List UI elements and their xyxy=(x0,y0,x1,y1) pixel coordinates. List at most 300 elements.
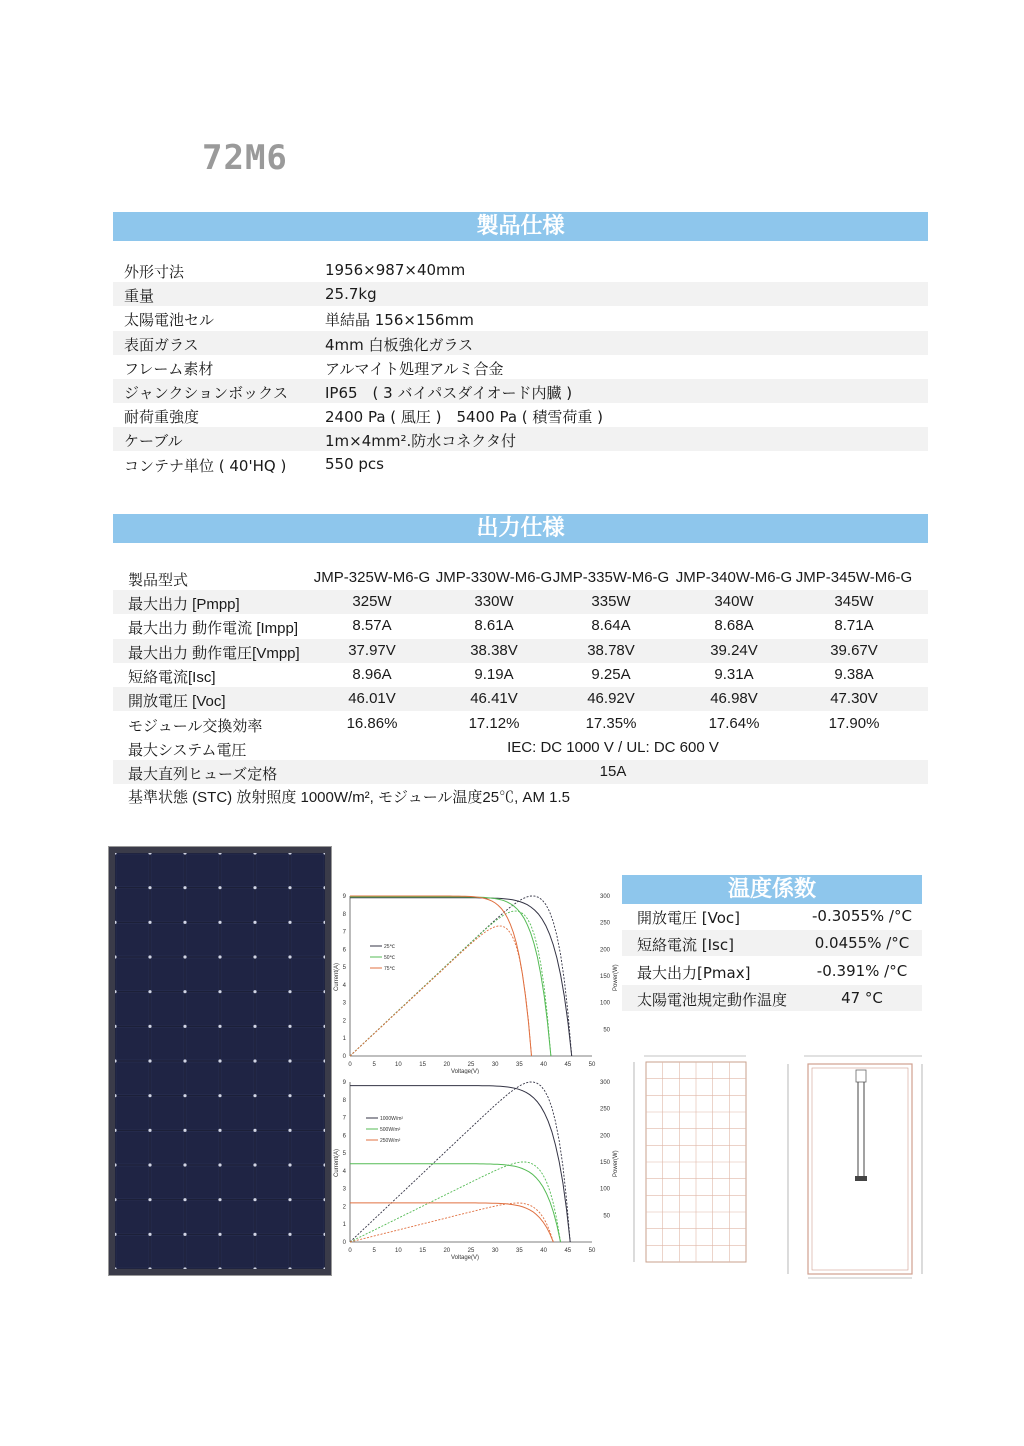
rear-dimension-drawing xyxy=(772,1048,942,1280)
output-value: 46.92V xyxy=(587,690,635,708)
panel-cell xyxy=(256,1062,289,1095)
panel-cell-dot xyxy=(218,955,221,958)
panel-cell-dot xyxy=(183,1094,186,1097)
panel-cell xyxy=(221,958,254,991)
spec-value: 1956×987×40mm xyxy=(325,261,466,279)
y-tick-label: 5 xyxy=(342,965,346,972)
panel-cell-dot xyxy=(253,1233,256,1236)
panel-cell-dot xyxy=(218,886,221,889)
panel-cell xyxy=(291,1027,324,1060)
panel-cell xyxy=(256,1097,289,1130)
temp-coeff-value: -0.3055% /°C xyxy=(812,907,912,925)
panel-cell-dot xyxy=(148,1233,151,1236)
front-dimension-drawing xyxy=(630,1050,760,1268)
output-value: 9.38A xyxy=(834,665,874,683)
y-tick-label: 6 xyxy=(342,1133,346,1140)
y-axis-label: Current(A) xyxy=(334,962,340,991)
panel-cell-dot xyxy=(183,955,186,958)
panel-cell xyxy=(256,854,289,887)
y-tick-label: 6 xyxy=(342,947,346,954)
output-value: 39.67V xyxy=(830,641,878,659)
iv-curve-temperature-chart xyxy=(330,886,620,1074)
panel-cell xyxy=(116,854,149,887)
output-value: 47.30V xyxy=(830,690,878,708)
power-curve xyxy=(350,1162,561,1242)
temp-coeff-row xyxy=(622,930,922,956)
spec-row xyxy=(113,331,928,355)
panel-cell xyxy=(221,993,254,1026)
x-tick-label: 0 xyxy=(348,1062,352,1068)
output-value: 8.61A xyxy=(474,617,514,635)
output-value: 38.78V xyxy=(587,641,635,659)
panel-cell xyxy=(291,854,324,887)
x-tick-label: 45 xyxy=(564,1062,572,1068)
y-tick-label: 0 xyxy=(342,1054,346,1060)
panel-cell xyxy=(221,1166,254,1199)
spec-value: 2400 Pa ( 風圧 ) 5400 Pa ( 積雪荷重 ) xyxy=(325,408,604,427)
output-row xyxy=(113,590,928,614)
spec-value: 4mm 白板強化ガラス xyxy=(325,335,474,354)
panel-cell xyxy=(256,1166,289,1199)
panel-cell-dot xyxy=(288,1059,291,1062)
temp-coeff-label: 最大出力[Pmax] xyxy=(637,963,751,982)
spec-label: ジャンクションボックス xyxy=(124,384,288,402)
panel-cell xyxy=(291,1131,324,1164)
solar-panel-image xyxy=(108,846,332,1276)
spec-row xyxy=(113,282,928,306)
panel-cell-dot xyxy=(183,1025,186,1028)
temp-coeff-value: -0.391% /°C xyxy=(816,961,908,980)
panel-cell-dot xyxy=(218,1025,221,1028)
panel-cell xyxy=(256,1027,289,1060)
y2-tick-label: 150 xyxy=(599,1160,610,1166)
output-value: 39.24V xyxy=(710,641,758,659)
panel-cell xyxy=(151,923,184,956)
panel-cell-dot xyxy=(253,1198,256,1201)
panel-cell xyxy=(116,889,149,922)
y2-tick-label: 150 xyxy=(599,974,610,980)
panel-cell-dot xyxy=(253,1094,256,1097)
model-number: 72M6 xyxy=(202,138,288,178)
panel-cell xyxy=(151,1027,184,1060)
fuse-rating-value: 15A xyxy=(599,763,627,780)
x-tick-label: 40 xyxy=(540,1248,547,1254)
panel-cell xyxy=(291,993,324,1026)
panel-cell-dot xyxy=(253,955,256,958)
power-curve xyxy=(350,1082,570,1242)
x-tick-label: 20 xyxy=(443,1248,451,1254)
spec-label: 太陽電池セル xyxy=(124,311,215,330)
x-tick-label: 50 xyxy=(588,1248,596,1254)
output-row xyxy=(113,663,928,687)
panel-cell xyxy=(256,1201,289,1234)
spec-label: 表面ガラス xyxy=(124,335,199,354)
output-value: 46.01V xyxy=(348,690,396,708)
panel-cell-dot xyxy=(148,1198,151,1201)
output-value: 8.64A xyxy=(591,617,631,635)
output-label: 最大出力 動作電流 [Impp] xyxy=(128,620,299,638)
x-tick-label: 10 xyxy=(395,1062,402,1068)
panel-cell-dot xyxy=(288,886,291,889)
panel-cell xyxy=(116,1027,149,1060)
y-tick-label: 4 xyxy=(342,982,346,989)
spec-value: IP65 ( 3 バイパスダイオード内臓 ) xyxy=(325,384,573,402)
fuse-rating-row xyxy=(113,760,928,784)
panel-cell xyxy=(291,1235,324,1268)
spec-value: 単結晶 156×156mm xyxy=(325,311,474,330)
panel-cell xyxy=(151,889,184,922)
panel-cell-dot xyxy=(288,1129,291,1132)
x-axis-label: Voltage(V) xyxy=(451,1255,480,1261)
spec-value: 550 pcs xyxy=(325,454,384,473)
output-value: 38.38V xyxy=(470,641,518,659)
panel-cell xyxy=(221,1097,254,1130)
panel-cell xyxy=(151,993,184,1026)
panel-cell-dot xyxy=(148,886,151,889)
y2-axis-label: Power(W) xyxy=(613,964,619,991)
panel-cell-dot xyxy=(253,921,256,924)
y-tick-label: 3 xyxy=(342,1000,346,1007)
legend-label: 1000W/m² xyxy=(380,1116,404,1122)
output-spec-header: 出力仕様 xyxy=(113,514,928,543)
output-value: 46.41V xyxy=(470,690,518,708)
output-row xyxy=(113,687,928,711)
panel-cell-dot xyxy=(148,1163,151,1166)
spec-label: 重量 xyxy=(124,287,155,306)
panel-cell xyxy=(186,1131,219,1164)
output-value: 17.64% xyxy=(708,714,760,732)
output-value: 345W xyxy=(834,593,874,610)
y-tick-label: 7 xyxy=(342,1115,346,1122)
spec-row xyxy=(113,452,928,476)
power-curve xyxy=(350,911,551,1056)
y-tick-label: 9 xyxy=(342,894,346,900)
x-axis-label: Voltage(V) xyxy=(451,1069,480,1074)
product-spec-header: 製品仕様 xyxy=(113,212,928,241)
panel-cell xyxy=(186,1097,219,1130)
y-tick-label: 2 xyxy=(342,1018,346,1025)
panel-cell xyxy=(151,1131,184,1164)
temp-coeff-label: 開放電圧 [Voc] xyxy=(637,909,740,927)
panel-cell xyxy=(221,1062,254,1095)
panel-cell xyxy=(116,993,149,1026)
output-value: 8.71A xyxy=(834,617,874,635)
output-value: 17.12% xyxy=(468,714,520,732)
panel-cell-dot xyxy=(218,1094,221,1097)
spec-row xyxy=(113,427,928,451)
panel-cell-dot xyxy=(183,886,186,889)
output-value: 9.31A xyxy=(714,665,754,683)
x-tick-label: 50 xyxy=(588,1062,596,1068)
legend-label: 50℃ xyxy=(384,955,396,961)
panel-cell xyxy=(116,1062,149,1095)
panel-cell-dot xyxy=(288,1233,291,1236)
model-name: JMP-325W-M6-G xyxy=(313,569,431,586)
output-label: 最大出力 [Pmpp] xyxy=(128,596,240,613)
y2-tick-label: 200 xyxy=(599,1133,610,1140)
spec-row xyxy=(113,355,928,379)
panel-cell-dot xyxy=(148,955,151,958)
x-tick-label: 30 xyxy=(491,1248,499,1254)
y-tick-label: 0 xyxy=(342,1240,346,1246)
x-tick-label: 15 xyxy=(419,1248,426,1254)
panel-cell-dot xyxy=(183,1163,186,1166)
panel-cell xyxy=(291,1201,324,1234)
panel-cell xyxy=(151,1235,184,1268)
model-name: JMP-345W-M6-G xyxy=(795,569,913,586)
y2-tick-label: 100 xyxy=(599,1000,610,1007)
y2-tick-label: 300 xyxy=(599,894,610,900)
panel-cell-dot xyxy=(183,921,186,924)
panel-cell xyxy=(116,958,149,991)
system-voltage-value: IEC: DC 1000 V / UL: DC 600 V xyxy=(507,739,719,756)
iv-curve xyxy=(350,1203,553,1242)
output-value: 37.97V xyxy=(348,641,396,659)
panel-cell-dot xyxy=(148,1059,151,1062)
panel-cell-dot xyxy=(218,921,221,924)
panel-cell xyxy=(186,1166,219,1199)
panel-cell xyxy=(291,1062,324,1095)
panel-cell xyxy=(221,1201,254,1234)
output-label: モジュール交換効率 xyxy=(128,717,263,735)
panel-cell xyxy=(151,1097,184,1130)
iv-curve-irradiance-chart xyxy=(330,1072,620,1264)
panel-cell-dot xyxy=(218,1233,221,1236)
output-label: 最大出力 動作電圧[Vmpp] xyxy=(128,644,300,662)
y-tick-label: 1 xyxy=(342,1036,346,1043)
x-tick-label: 25 xyxy=(467,1248,475,1254)
panel-cell-dot xyxy=(183,1233,186,1236)
panel-cell-dot xyxy=(218,990,221,993)
output-value: 17.35% xyxy=(585,714,637,732)
y-tick-label: 9 xyxy=(342,1080,346,1086)
panel-cell-dot xyxy=(148,990,151,993)
panel-cell xyxy=(186,958,219,991)
temp-coeff-value: 0.0455% /°C xyxy=(814,934,910,953)
panel-cell-dot xyxy=(253,1163,256,1166)
panel-cell-dot xyxy=(218,1198,221,1201)
model-name: JMP-340W-M6-G xyxy=(675,569,793,586)
panel-cell-dot xyxy=(148,921,151,924)
temp-coeff-value: 47 °C xyxy=(841,988,883,1007)
y2-tick-label: 250 xyxy=(599,1106,610,1113)
y-tick-label: 2 xyxy=(342,1204,346,1211)
model-name: JMP-335W-M6-G xyxy=(552,569,670,586)
power-curve xyxy=(350,896,572,1056)
panel-cell xyxy=(221,1235,254,1268)
temp-coeff-label: 太陽電池規定動作温度 xyxy=(637,990,788,1009)
output-spec-model-row xyxy=(113,566,928,590)
output-value: 8.57A xyxy=(352,617,392,635)
x-tick-label: 0 xyxy=(348,1248,352,1254)
temp-coeff-row xyxy=(622,958,922,984)
x-tick-label: 45 xyxy=(564,1248,572,1254)
x-tick-label: 10 xyxy=(395,1248,402,1254)
y2-tick-label: 250 xyxy=(599,920,610,927)
panel-cell-dot xyxy=(253,1129,256,1132)
panel-cell xyxy=(116,1097,149,1130)
temp-coeff-row xyxy=(622,903,922,929)
output-value: 335W xyxy=(591,593,631,610)
panel-cell-dot xyxy=(218,1059,221,1062)
legend-label: 25℃ xyxy=(384,944,396,950)
system-voltage-label: 最大システム電圧 xyxy=(128,742,247,759)
y-tick-label: 1 xyxy=(342,1222,346,1229)
panel-cell xyxy=(186,1201,219,1234)
panel-cell-dot xyxy=(183,1129,186,1132)
output-value: 16.86% xyxy=(346,714,398,732)
output-value: 8.68A xyxy=(714,617,754,635)
solar-panel-cell-grid xyxy=(115,853,325,1269)
panel-cell xyxy=(186,1235,219,1268)
panel-cell xyxy=(256,889,289,922)
x-tick-label: 25 xyxy=(467,1062,475,1068)
x-tick-label: 35 xyxy=(516,1062,523,1068)
panel-cell xyxy=(151,854,184,887)
output-value: 325W xyxy=(352,593,392,610)
panel-cell xyxy=(116,923,149,956)
panel-cell xyxy=(186,854,219,887)
y2-tick-label: 300 xyxy=(599,1080,610,1086)
panel-cell-dot xyxy=(288,1198,291,1201)
panel-cell xyxy=(291,889,324,922)
panel-cell xyxy=(151,958,184,991)
spec-row xyxy=(113,403,928,427)
panel-cell-dot xyxy=(183,1059,186,1062)
y-axis-label: Current(A) xyxy=(334,1148,340,1177)
panel-cell-dot xyxy=(183,1198,186,1201)
panel-cell xyxy=(116,1166,149,1199)
output-value: 330W xyxy=(474,593,514,610)
panel-cell xyxy=(221,923,254,956)
spec-row xyxy=(113,306,928,330)
output-label: 開放電圧 [Voc] xyxy=(128,693,226,711)
panel-cell xyxy=(186,1062,219,1095)
output-value: 8.96A xyxy=(352,665,392,683)
panel-cell xyxy=(116,1131,149,1164)
spec-label: 外形寸法 xyxy=(124,263,185,281)
y-tick-label: 8 xyxy=(342,1097,346,1104)
legend-label: 75℃ xyxy=(384,966,396,972)
spec-row xyxy=(113,379,928,403)
spec-label: ケーブル xyxy=(124,432,183,451)
panel-cell xyxy=(291,958,324,991)
x-tick-label: 20 xyxy=(443,1062,451,1068)
y-tick-label: 7 xyxy=(342,929,346,936)
spec-value: 25.7kg xyxy=(325,285,377,304)
panel-cell xyxy=(151,1062,184,1095)
panel-cell-dot xyxy=(148,1129,151,1132)
panel-cell xyxy=(221,1131,254,1164)
panel-cell-dot xyxy=(183,990,186,993)
panel-cell-dot xyxy=(288,1094,291,1097)
spec-value: アルマイト処理アルミ合金 xyxy=(325,359,504,378)
panel-cell-dot xyxy=(288,921,291,924)
panel-cell xyxy=(186,1027,219,1060)
panel-cell xyxy=(186,889,219,922)
stc-note: 基準状態 (STC) 放射照度 1000W/m², モジュール温度25℃, AM 1.5 xyxy=(128,789,570,806)
y2-tick-label: 50 xyxy=(603,1027,610,1034)
output-row xyxy=(113,712,928,736)
temp-coeff-row xyxy=(622,985,922,1011)
iv-curve xyxy=(350,897,551,1056)
iv-curve xyxy=(350,896,532,1056)
panel-cell-dot xyxy=(253,1025,256,1028)
panel-cell xyxy=(256,958,289,991)
power-curve xyxy=(350,1203,553,1242)
panel-cell-dot xyxy=(288,955,291,958)
y-tick-label: 4 xyxy=(342,1168,346,1175)
panel-cell-dot xyxy=(148,1094,151,1097)
y2-axis-label: Power(W) xyxy=(613,1150,619,1177)
spec-label: 耐荷重強度 xyxy=(124,408,200,427)
iv-curve xyxy=(350,898,572,1056)
y2-tick-label: 200 xyxy=(599,947,610,954)
output-value: 17.90% xyxy=(828,714,880,732)
panel-cell xyxy=(116,1235,149,1268)
output-row xyxy=(113,614,928,638)
panel-cell xyxy=(256,1131,289,1164)
panel-cell-dot xyxy=(253,1059,256,1062)
panel-cell xyxy=(221,854,254,887)
spec-label: フレーム素材 xyxy=(124,359,214,378)
y-tick-label: 8 xyxy=(342,911,346,918)
legend-label: 500W/m² xyxy=(380,1127,401,1133)
solar-panel-cells xyxy=(115,853,325,1269)
panel-cell-dot xyxy=(253,990,256,993)
x-tick-label: 15 xyxy=(419,1062,426,1068)
output-value: 340W xyxy=(714,593,754,610)
output-value: 9.25A xyxy=(591,665,631,683)
panel-cell xyxy=(221,1027,254,1060)
x-tick-label: 5 xyxy=(372,1248,376,1254)
panel-cell xyxy=(256,923,289,956)
x-tick-label: 30 xyxy=(491,1062,499,1068)
panel-cell-dot xyxy=(218,1163,221,1166)
spec-label: コンテナ単位 ( 40'HQ ) xyxy=(124,456,287,475)
panel-cell xyxy=(291,1097,324,1130)
temp-coeff-label: 短絡電流 [Isc] xyxy=(637,936,734,955)
panel-cell-dot xyxy=(148,1025,151,1028)
panel-cell xyxy=(151,1201,184,1234)
panel-cell xyxy=(116,1201,149,1234)
spec-row xyxy=(113,258,928,282)
fuse-rating-label: 最大直列ヒューズ定格 xyxy=(128,766,278,783)
panel-cell xyxy=(186,993,219,1026)
panel-cell-dot xyxy=(218,1129,221,1132)
x-tick-label: 40 xyxy=(540,1062,547,1068)
y2-tick-label: 100 xyxy=(599,1186,610,1193)
temp-coeff-header: 温度係数 xyxy=(622,875,922,904)
panel-cell xyxy=(256,1235,289,1268)
y2-tick-label: 50 xyxy=(603,1213,610,1220)
model-name: JMP-330W-M6-G xyxy=(435,569,553,586)
spec-value: 1m×4mm².防水コネクタ付 xyxy=(325,432,516,451)
x-tick-label: 5 xyxy=(372,1062,376,1068)
panel-cell xyxy=(256,993,289,1026)
output-value: 9.19A xyxy=(474,665,514,683)
legend-label: 250W/m² xyxy=(380,1138,401,1144)
panel-cell-dot xyxy=(253,886,256,889)
panel-cell xyxy=(186,923,219,956)
output-row xyxy=(113,639,928,663)
x-tick-label: 35 xyxy=(516,1248,523,1254)
output-value: 46.98V xyxy=(710,690,758,708)
output-label: 短絡電流[Isc] xyxy=(128,668,216,686)
panel-cell xyxy=(151,1166,184,1199)
panel-cell xyxy=(221,889,254,922)
model-header-label: 製品型式 xyxy=(128,572,189,589)
